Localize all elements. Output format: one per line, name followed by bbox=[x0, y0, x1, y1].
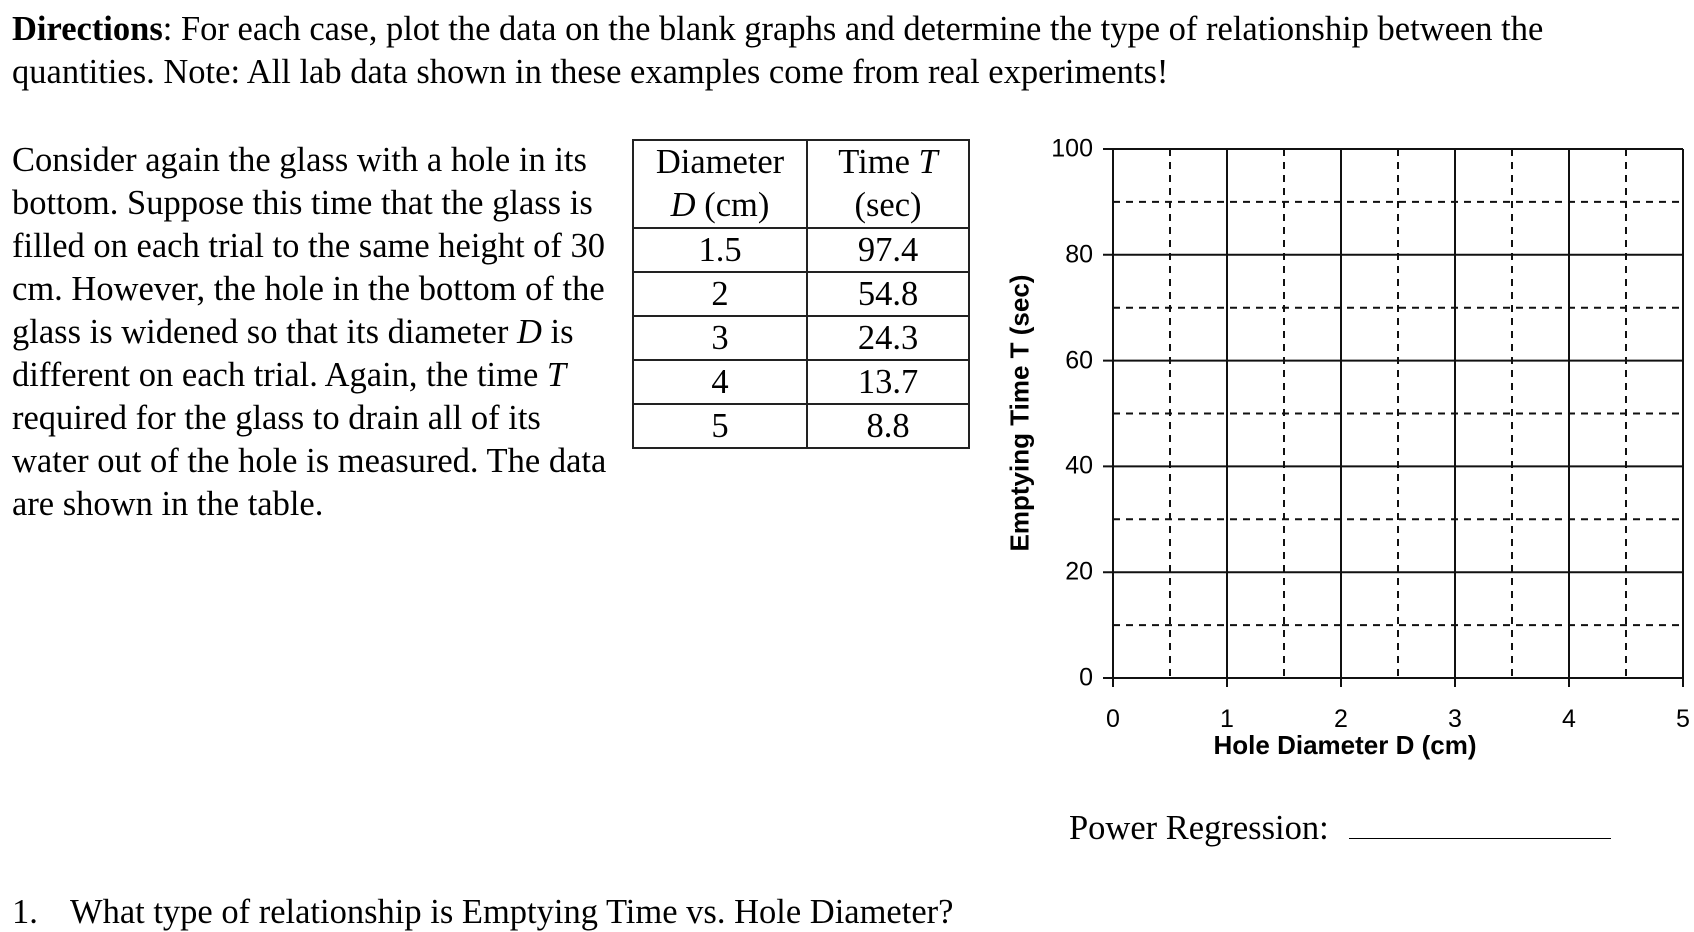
table-header-row bbox=[633, 140, 969, 228]
scenario-part1: Consider again the glass with a hole in its bottom. Suppose this time that the glass is filled on each trial to the same height of 30 cm. However, the hole in the bottom of the glass is widened so that its diameter bbox=[12, 141, 606, 351]
table-row: 1.5 97.4 bbox=[633, 228, 969, 272]
y-tick-label: 40 bbox=[1065, 451, 1093, 480]
header-diameter: Diameter D (cm) bbox=[633, 140, 807, 228]
directions-label: Directions bbox=[12, 10, 163, 48]
question-1 bbox=[12, 893, 953, 932]
var-t: T bbox=[546, 356, 567, 394]
y-tick-label: 100 bbox=[1051, 134, 1093, 163]
power-regression bbox=[1069, 808, 1611, 848]
question-number: 1. bbox=[12, 893, 38, 931]
scenario-part2: is different on each trial. Again, the time bbox=[12, 313, 574, 394]
x-tick-label: 2 bbox=[1334, 705, 1348, 733]
y-axis-label: Emptying Time T (sec) bbox=[1004, 274, 1035, 552]
y-tick-label: 60 bbox=[1065, 346, 1093, 375]
x-tick-label: 0 bbox=[1106, 705, 1120, 733]
table-row: 2 54.8 bbox=[633, 272, 969, 316]
y-tick-label: 0 bbox=[1079, 663, 1093, 692]
scenario-part3: required for the glass to drain all of its water out of the hole is measured. The data are shown in the table. bbox=[12, 399, 607, 523]
header-time: Time T (sec) bbox=[807, 140, 969, 228]
table-row: 3 24.3 bbox=[633, 316, 969, 360]
regression-label: Power Regression: bbox=[1069, 809, 1329, 847]
x-tick-label: 1 bbox=[1220, 705, 1234, 733]
table-row: 4 13.7 bbox=[633, 360, 969, 404]
y-tick-label: 20 bbox=[1065, 557, 1093, 586]
x-tick-label: 4 bbox=[1562, 705, 1576, 733]
scenario-text bbox=[12, 139, 612, 526]
var-d: D bbox=[516, 313, 542, 351]
y-tick-label: 80 bbox=[1065, 240, 1093, 269]
table-row: 5 8.8 bbox=[633, 404, 969, 448]
x-tick-label: 5 bbox=[1676, 705, 1690, 733]
question-text: What type of relationship is Emptying Time vs. Hole Diameter? bbox=[70, 893, 954, 931]
x-axis-label: Hole Diameter D (cm) bbox=[1213, 730, 1477, 760]
regression-answer-blank[interactable] bbox=[1349, 808, 1611, 839]
directions-text: : For each case, plot the data on the blank graphs and determine the type of relationship between the quantities. Note: All lab data shown in these examples come from real experiments! bbox=[12, 10, 1544, 91]
data-table bbox=[632, 139, 970, 449]
x-tick-label: 3 bbox=[1448, 705, 1462, 733]
directions bbox=[12, 8, 1692, 94]
